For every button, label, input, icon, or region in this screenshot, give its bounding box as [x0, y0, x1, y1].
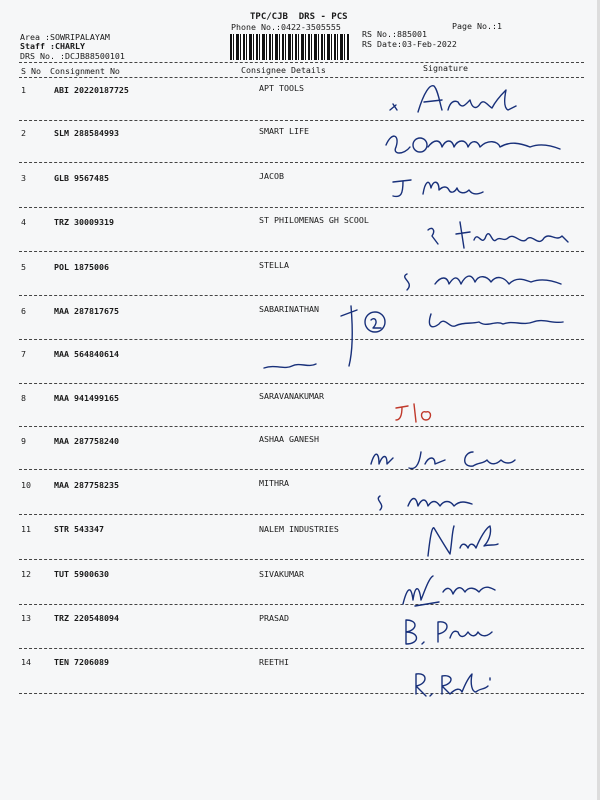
signature-12: [395, 570, 505, 615]
row-sno: 6: [21, 306, 26, 316]
row-consignee: REETHI: [259, 657, 289, 667]
row-sno: 10: [21, 480, 31, 490]
staff-label: Staff :CHARLY: [20, 41, 85, 51]
signature-1: [380, 80, 540, 120]
row-sno: 11: [21, 524, 31, 534]
row-divider: [19, 120, 584, 121]
row-consignee: ASHAA GANESH: [259, 434, 319, 444]
row-consignee: JACOB: [259, 171, 284, 181]
signature-2: [380, 125, 570, 165]
row-sno: 12: [21, 569, 31, 579]
row-consignment: SLM 288584993: [54, 128, 119, 138]
signature-3: [385, 172, 495, 207]
row-divider: [19, 383, 584, 384]
row-consignment: TUT 5900630: [54, 569, 109, 579]
row-consignee: STELLA: [259, 260, 289, 270]
row-consignee: APT TOOLS: [259, 83, 304, 93]
signature-6: [335, 300, 575, 370]
row-consignment: TRZ 30009319: [54, 217, 114, 227]
row-consignment: MAA 287758235: [54, 480, 119, 490]
row-sno: 2: [21, 128, 26, 138]
signature-11: [420, 518, 520, 563]
row-sno: 3: [21, 173, 26, 183]
row-sno: 13: [21, 613, 31, 623]
column-divider: [19, 77, 584, 78]
column-consignment: Consignment No: [50, 66, 120, 76]
column-sno: S No: [21, 66, 41, 76]
row-consignment: TRZ 220548094: [54, 613, 119, 623]
signature-4: [420, 218, 580, 258]
phone-number: Phone No.:0422-3505555: [231, 22, 341, 32]
row-consignment: MAA 941499165: [54, 393, 119, 403]
row-consignee: SIVAKUMAR: [259, 569, 304, 579]
row-consignee: ST PHILOMENAS GH SCOOL: [259, 215, 369, 225]
drs-number: DRS No. :DCJB88500101: [20, 51, 125, 61]
signature-7: [258, 352, 338, 377]
row-consignment: STR 543347: [54, 524, 104, 534]
signature-5: [395, 262, 575, 297]
row-consignee: MITHRA: [259, 478, 289, 488]
row-divider: [19, 207, 584, 208]
row-consignment: MAA 287817675: [54, 306, 119, 316]
rs-date: RS Date:03-Feb-2022: [362, 39, 457, 49]
signature-14: [408, 668, 508, 700]
row-sno: 8: [21, 393, 26, 403]
row-sno: 7: [21, 349, 26, 359]
row-consignee: SMART LIFE: [259, 126, 309, 136]
signature-8: [390, 398, 450, 428]
row-sno: 4: [21, 217, 26, 227]
column-signature: Signature: [423, 63, 468, 73]
signature-10: [370, 486, 500, 516]
row-consignee: PRASAD: [259, 613, 289, 623]
rs-number: RS No.:885001: [362, 29, 427, 39]
row-consignment: MAA 287758240: [54, 436, 119, 446]
header-divider: [19, 62, 584, 63]
row-sno: 9: [21, 436, 26, 446]
area-label: Area :SOWRIPALAYAM: [20, 32, 110, 42]
row-consignee: SARAVANAKUMAR: [259, 391, 324, 401]
row-consignment: MAA 564840614: [54, 349, 119, 359]
column-consignee: Consignee Details: [241, 65, 326, 75]
row-divider: [19, 426, 584, 427]
page-number: Page No.:1: [452, 21, 502, 31]
row-consignment: TEN 7206089: [54, 657, 109, 667]
row-consignment: ABI 20220187725: [54, 85, 129, 95]
row-consignment: POL 1875006: [54, 262, 109, 272]
sheet-title: TPC/CJB DRS - PCS: [250, 12, 348, 22]
row-consignee: SABARINATHAN: [259, 304, 319, 314]
row-sno: 5: [21, 262, 26, 272]
row-consignee: NALEM INDUSTRIES: [259, 524, 339, 534]
row-sno: 1: [21, 85, 26, 95]
signature-13: [398, 612, 508, 652]
signature-9: [365, 442, 525, 477]
barcode-image: [230, 34, 350, 60]
row-consignment: GLB 9567485: [54, 173, 109, 183]
row-sno: 14: [21, 657, 31, 667]
